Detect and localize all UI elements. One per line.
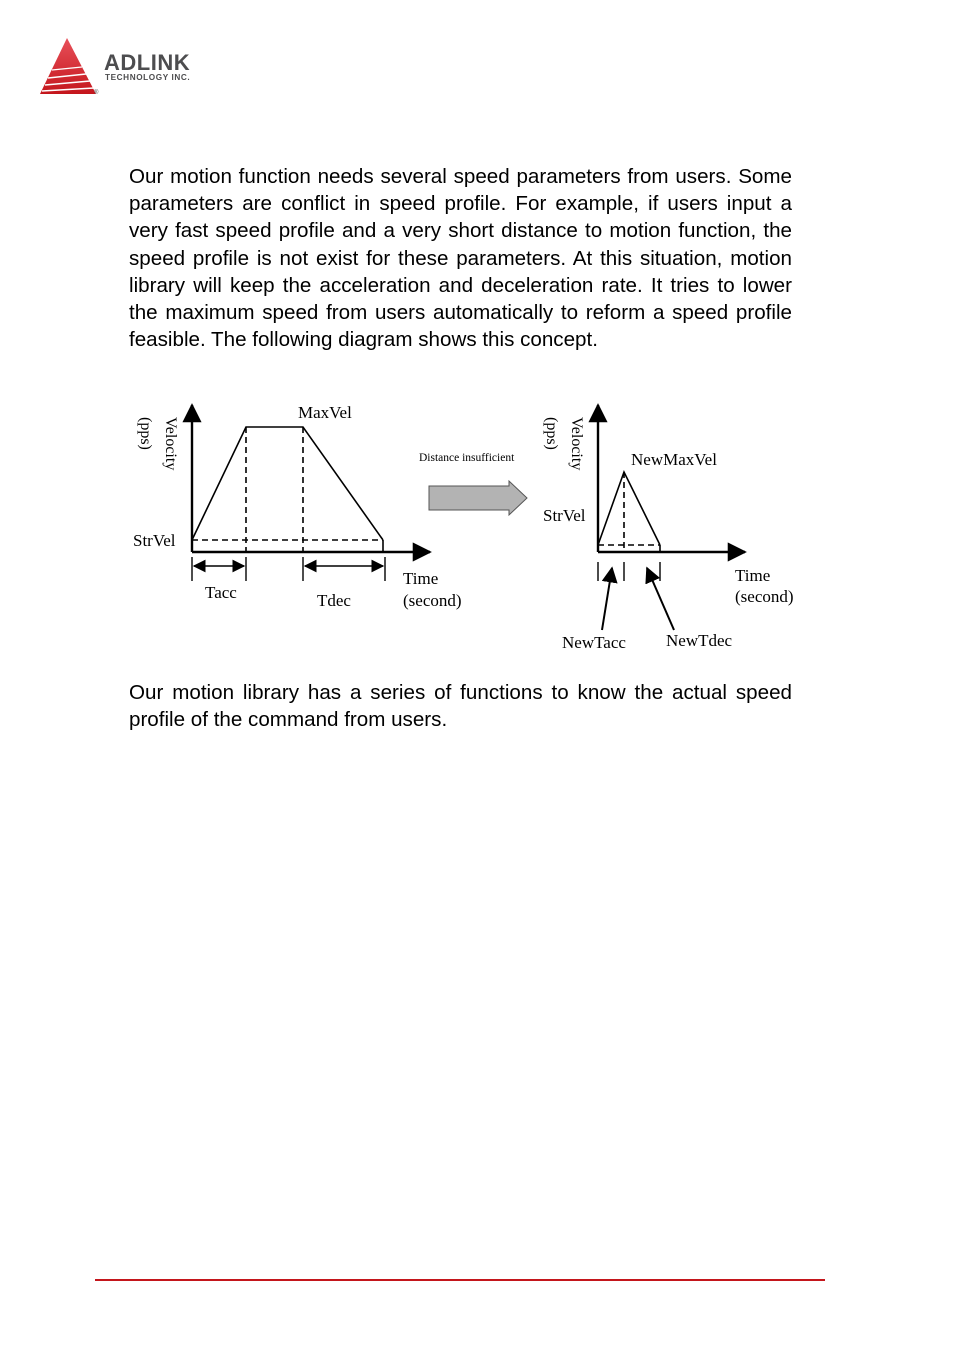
label-maxvel: MaxVel xyxy=(298,403,352,422)
adlink-logo xyxy=(38,36,238,100)
speed-profile-diagram xyxy=(125,395,815,665)
logo-triangle-icon xyxy=(40,38,96,94)
left-y-label-velocity: Velocity xyxy=(162,417,179,471)
left-label-strvel: StrVel xyxy=(133,531,176,550)
newtacc-pointer-arrow xyxy=(602,568,612,630)
registered-mark: ® xyxy=(94,90,99,96)
right-y-label-pps: (pps) xyxy=(543,417,560,450)
transition-arrow-icon xyxy=(429,481,527,515)
label-newtacc: NewTacc xyxy=(562,633,626,652)
left-y-label-pps: (pps) xyxy=(137,417,154,450)
body-paragraph-intro: Our motion function needs several speed parameters from users. Some parameters are conflict in speed profile. For example, if users input a very fast speed profile and a very short distance to motion function, the speed profile is not exist for these parameters. At this situation, motion library will keep the acceleration and deceleration rate. It tries to lower the maximum speed from users automatically to reform a speed profile feasible. The following diagram shows this concept. xyxy=(129,165,792,352)
trapezoid-profile-panel xyxy=(133,403,462,610)
footer-rule xyxy=(95,1279,825,1281)
body-paragraph-functions: Our motion library has a series of functions to know the actual speed profile of the command from users. xyxy=(129,681,792,732)
brand-tagline: TECHNOLOGY INC. xyxy=(105,73,191,82)
transition-group xyxy=(419,452,527,515)
transition-label: Distance insufficient xyxy=(419,452,515,464)
right-x-label-time: Time xyxy=(735,566,771,585)
triangle-profile-panel xyxy=(543,405,794,652)
label-tacc: Tacc xyxy=(205,583,237,602)
label-tdec: Tdec xyxy=(317,591,351,610)
triangle-velocity-curve xyxy=(598,472,660,545)
brand-name: ADLINK xyxy=(104,50,191,75)
left-x-label-time: Time xyxy=(403,569,439,588)
left-x-label-second: (second) xyxy=(403,591,462,610)
trapezoid-velocity-curve xyxy=(192,427,383,540)
right-label-strvel: StrVel xyxy=(543,506,586,525)
label-newtdec: NewTdec xyxy=(666,631,733,650)
label-newmaxvel: NewMaxVel xyxy=(631,450,717,469)
right-y-label-velocity: Velocity xyxy=(568,417,585,471)
right-x-label-second: (second) xyxy=(735,587,794,606)
